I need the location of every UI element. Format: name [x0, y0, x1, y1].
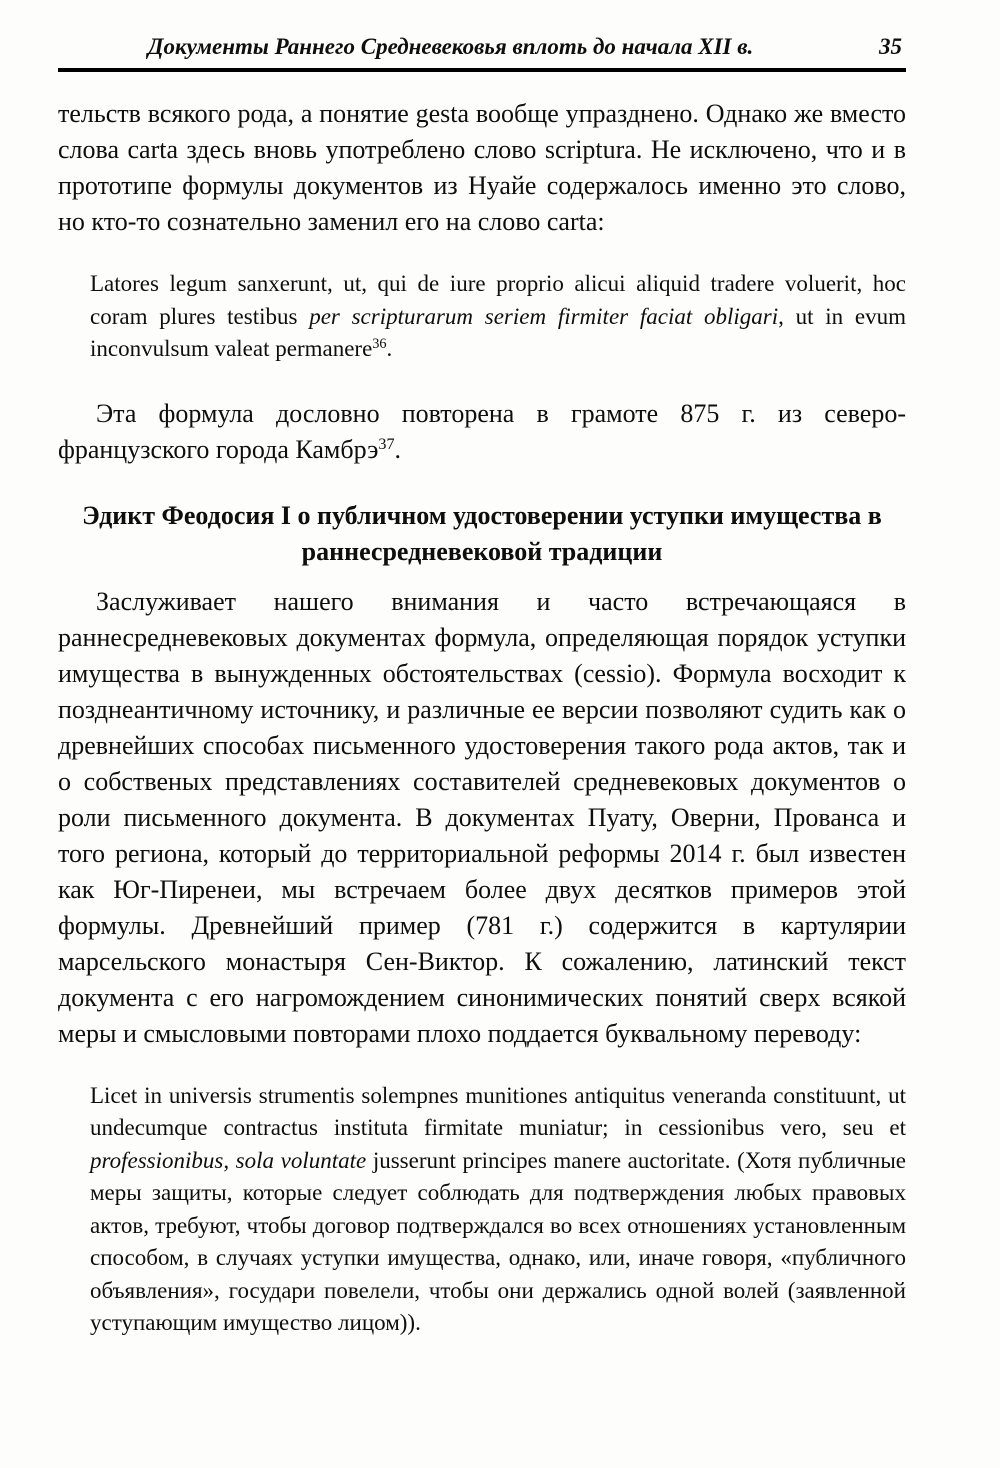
- page-number: 35: [879, 34, 902, 59]
- paragraph-continuation: тельств всякого рода, а понятие gesta вообще упразднено. Однако же вместо слова carta здесь вновь употреблено слово scriptura. Не исключено, что и в прототипе формулы документов из Нуайе содержалось именно это слово, но кто-то сознательно заменил его на слово carta:: [58, 99, 906, 236]
- paragraph-cambrai: Эта формула дословно повторена в грамоте 875 г. из северо-французского города Камбрэ$^{37}$.: [58, 398, 906, 464]
- header-rule: [58, 68, 906, 72]
- latin-quote-1: Latores legum sanxerunt, ut, qui de iure proprio alicui aliquid tradere voluerit, hoc coram plures testibus per scripturarum seriem firmiter faciat obligari, ut in evum inconvulsum valeat permanere$^{36}$.: [90, 271, 906, 361]
- running-header: [58, 34, 906, 60]
- page-body: [58, 96, 906, 1340]
- latin-quote-2: Licet in universis strumentis solempnes munitiones antiquitus veneranda constituunt, ut undecumque contractus instituta firmitate muniatur; in cessionibus vero, seu et professionibus, sola voluntate jusserunt principes manere auctoritate. (Хотя публичные меры защиты, которые следует соблюдать для подтверждения любых правовых актов, требуют, чтобы договор подтверждался во всех отношениях установленным способом, в случаях уступки имущества, однако, или, иначе говоря, «публичного объявления», государи повелели, чтобы они держались одной волей (заявленной уступающим имущество лицом)).: [90, 1082, 906, 1335]
- running-header-title: Документы Раннего Средневековья вплоть до начала XII в.: [147, 34, 754, 59]
- section-heading: Эдикт Феодосия I о публичном удостоверении уступки имущества в раннесредневековой традиции: [82, 500, 882, 566]
- paragraph-edict: Заслуживает нашего внимания и часто встречающаяся в раннесредневековых документах формула, определяющая порядок уступки имущества в вынужденных обстоятельствах (cessio). Формула восходит к позднеантичному источнику, и различные ее версии позволяют судить как о древнейших способах письменного удостоверения такого рода актов, так и о собственых представлениях составителей средневековых документов о роли письменного документа. В документах Пуату, Оверни, Прованса и того региона, который до территориальной реформы 2014 г. был известен как Юг-Пиренеи, мы встречаем более двух десятков примеров этой формулы. Древнейший пример (781 г.) содержится в картулярии марсельского монастыря Сен-Виктор. К сожалению, латинский текст документа с его нагромождением синонимических понятий сверх всякой меры и смысловыми повторами плохо поддается буквальному переводу:: [58, 586, 906, 1048]
